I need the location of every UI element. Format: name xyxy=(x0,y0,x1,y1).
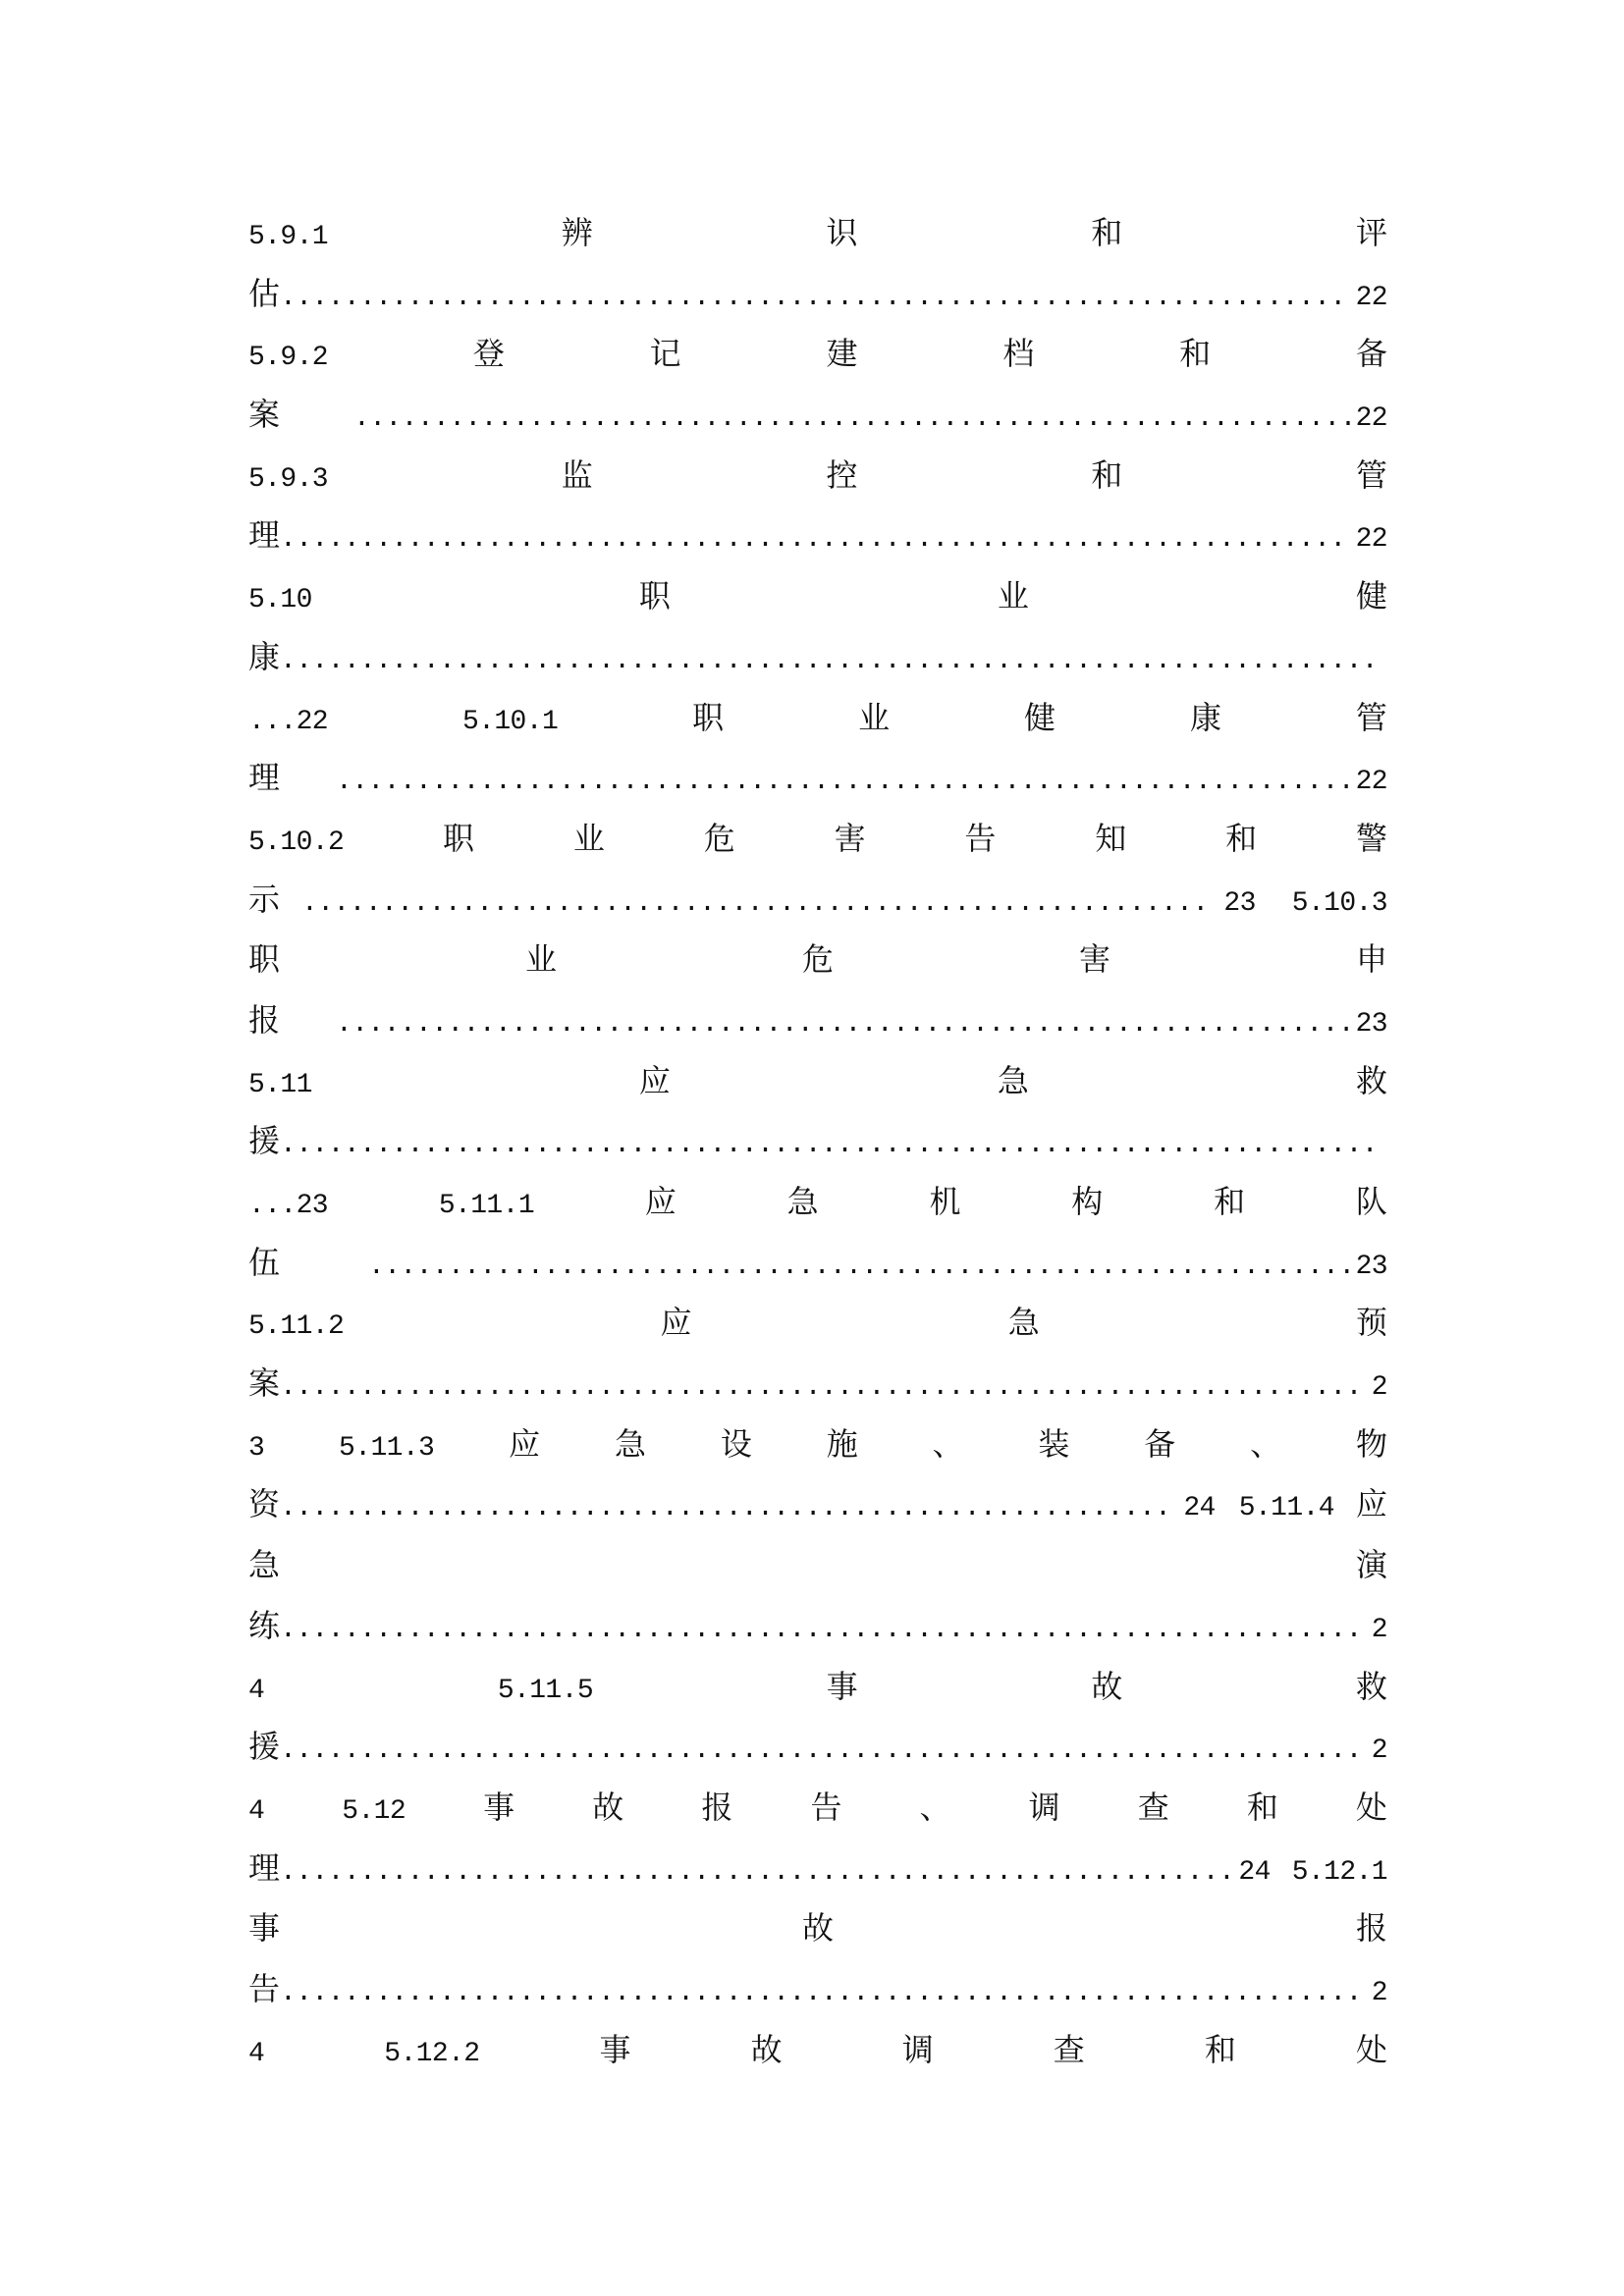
dot-leader: ......................................................... xyxy=(301,887,1209,919)
title-char: 应 xyxy=(660,1304,692,1342)
title-char: 和 xyxy=(1246,1788,1278,1826)
toc-line xyxy=(248,1172,1387,1233)
title-char: 练 xyxy=(248,1606,281,1644)
section-number: 5.12.1 xyxy=(1291,1856,1387,1888)
title-char: 估 xyxy=(248,274,281,312)
title-char: 健 xyxy=(1355,577,1387,615)
title-char: 急 xyxy=(997,1061,1029,1099)
page-number: 2 xyxy=(1371,1735,1387,1767)
title-char: 示 xyxy=(248,880,281,918)
title-char: 故 xyxy=(592,1788,624,1826)
page-number: 2 xyxy=(1371,1372,1387,1404)
title-char: 康 xyxy=(248,637,281,675)
title-char: 健 xyxy=(1024,698,1056,736)
title-char: 知 xyxy=(1095,819,1127,857)
title-char: 案 xyxy=(248,396,281,434)
title-char: 监 xyxy=(561,455,593,494)
title-char: 业 xyxy=(997,577,1029,615)
title-char: 和 xyxy=(1179,335,1212,373)
title-char: 职 xyxy=(638,577,671,615)
title-char: 报 xyxy=(248,1000,281,1039)
dot-leader: .............................................................. xyxy=(368,1251,1355,1282)
title-char: 设 xyxy=(720,1424,752,1463)
title-char: 救 xyxy=(1355,1667,1387,1705)
dot-leader: ................................................................... xyxy=(280,524,1346,556)
section-number: 5.10.2 xyxy=(248,827,345,858)
title-char: 、 xyxy=(1250,1424,1282,1463)
title-char: 危 xyxy=(801,940,834,979)
title-char: 事 xyxy=(826,1667,858,1705)
title-char: 职 xyxy=(692,698,725,736)
section-number: 5.9.1 xyxy=(248,222,329,252)
toc-line xyxy=(248,748,1387,809)
toc-line xyxy=(248,1233,1387,1294)
title-char: 急 xyxy=(786,1183,819,1220)
title-char: 构 xyxy=(1071,1183,1104,1220)
page-number: 2 xyxy=(1371,1977,1387,2008)
page-number: 24 xyxy=(1238,1856,1271,1888)
title-char: 和 xyxy=(1091,214,1123,251)
title-char: 、 xyxy=(932,1424,964,1463)
title-char: 查 xyxy=(1053,2030,1085,2068)
title-char: 和 xyxy=(1204,2030,1236,2068)
toc-line xyxy=(248,264,1387,325)
title-char: 急 xyxy=(614,1424,646,1463)
section-number: 5.9.3 xyxy=(248,463,329,495)
title-char: 队 xyxy=(1355,1183,1387,1220)
toc-line xyxy=(248,506,1387,566)
page-number: 22 xyxy=(1355,767,1387,798)
dot-leader: ............................................................ xyxy=(280,1856,1235,1888)
toc-line xyxy=(248,688,1387,749)
toc-line xyxy=(248,2020,1387,2081)
title-char: 物 xyxy=(1355,1424,1387,1463)
section-number: 5.11.2 xyxy=(248,1311,345,1343)
title-char: 登 xyxy=(472,335,505,373)
title-char: 预 xyxy=(1355,1304,1387,1342)
title-char: 调 xyxy=(901,2030,934,2068)
section-number: 5.10.1 xyxy=(461,706,559,737)
toc-line xyxy=(248,809,1387,870)
toc-line xyxy=(248,1839,1387,1899)
page-number: 24 xyxy=(1183,1493,1216,1524)
page-number: ...23 xyxy=(248,1191,329,1221)
title-char: 报 xyxy=(701,1788,733,1826)
title-char: 告 xyxy=(964,819,997,857)
title-char: 辨 xyxy=(561,214,593,251)
dot-leader: ............................................................... xyxy=(353,403,1356,435)
title-char: 危 xyxy=(703,819,735,857)
title-char: 康 xyxy=(1189,698,1221,736)
dot-leader: .................................................................... xyxy=(280,1735,1362,1767)
toc-line xyxy=(248,1354,1387,1415)
toc-line xyxy=(248,1535,1387,1596)
dot-leader: ..................................................................... xyxy=(280,645,1379,676)
title-char: 装 xyxy=(1038,1424,1070,1463)
toc-line xyxy=(248,1778,1387,1839)
title-char: 业 xyxy=(572,819,605,857)
section-number: 5.11.5 xyxy=(497,1675,594,1706)
title-char: 应 xyxy=(509,1424,541,1463)
title-char: 施 xyxy=(826,1424,858,1463)
dot-leader: ................................................................ xyxy=(336,1008,1354,1040)
dot-leader: .................................................................... xyxy=(280,1372,1362,1404)
toc-line xyxy=(248,1415,1387,1475)
toc-line xyxy=(248,1293,1387,1354)
section-number: 5.10.3 xyxy=(1291,887,1387,919)
toc-line xyxy=(248,385,1387,446)
section-number: 5.11.1 xyxy=(438,1191,535,1221)
title-char: 应 xyxy=(644,1183,677,1220)
page-number: 23 xyxy=(1223,887,1256,919)
dot-leader: ................................................................ xyxy=(336,767,1354,798)
title-char: 应 xyxy=(1355,1485,1387,1523)
title-char: 事 xyxy=(248,1909,281,1948)
title-char: 和 xyxy=(1225,819,1258,857)
title-char: 告 xyxy=(248,1969,281,2007)
title-char: 理 xyxy=(248,759,281,797)
title-char: 案 xyxy=(248,1364,281,1403)
toc-line xyxy=(248,566,1387,627)
title-char: 管 xyxy=(1355,698,1387,736)
section-number: 5.12.2 xyxy=(384,2038,480,2069)
dot-leader: ..................................................................... xyxy=(280,1130,1379,1161)
title-char: 建 xyxy=(826,335,858,373)
toc-line xyxy=(248,1898,1387,1959)
title-char: 援 xyxy=(248,1728,281,1766)
toc-line xyxy=(248,1111,1387,1172)
title-char: 机 xyxy=(929,1183,961,1220)
toc-line xyxy=(248,203,1387,264)
title-char: 处 xyxy=(1355,1788,1387,1826)
title-char: 故 xyxy=(750,2030,783,2068)
page-number: 23 xyxy=(1355,1008,1387,1040)
section-number: 5.11 xyxy=(248,1069,312,1100)
title-char: 查 xyxy=(1137,1788,1169,1826)
title-char: 管 xyxy=(1355,455,1387,494)
toc-line xyxy=(248,1717,1387,1778)
title-char: 援 xyxy=(248,1122,281,1160)
page-number: 2 xyxy=(1371,1614,1387,1645)
title-char: 救 xyxy=(1355,1061,1387,1099)
title-char: 业 xyxy=(524,940,557,979)
title-char: 资 xyxy=(248,1485,281,1523)
title-char: 记 xyxy=(649,335,681,373)
toc-line xyxy=(248,1051,1387,1112)
title-char: 和 xyxy=(1214,1183,1246,1220)
section-number: 5.12 xyxy=(342,1795,406,1827)
toc-line xyxy=(248,930,1387,990)
title-char: 理 xyxy=(248,516,281,555)
page-number: 22 xyxy=(1355,524,1387,556)
dot-leader: ................................................................... xyxy=(280,282,1346,313)
title-char: 应 xyxy=(638,1061,671,1099)
dot-leader: ........................................................ xyxy=(280,1493,1171,1524)
title-char: 故 xyxy=(1091,1667,1123,1705)
title-char: 处 xyxy=(1355,2030,1387,2068)
page-number: 4 xyxy=(248,1675,265,1706)
title-char: 识 xyxy=(826,214,858,251)
toc-line xyxy=(248,870,1387,931)
title-char: 故 xyxy=(801,1909,834,1948)
title-char: 伍 xyxy=(248,1243,281,1281)
toc-line xyxy=(248,627,1387,688)
title-char: 、 xyxy=(919,1788,951,1826)
title-char: 事 xyxy=(599,2030,631,2068)
title-char: 控 xyxy=(826,455,858,494)
title-char: 理 xyxy=(248,1848,281,1887)
title-char: 备 xyxy=(1355,335,1387,373)
section-number: 5.9.2 xyxy=(248,343,329,374)
toc-line xyxy=(248,1474,1387,1535)
page-number: 22 xyxy=(1355,282,1387,313)
title-char: 告 xyxy=(810,1788,842,1826)
title-char: 档 xyxy=(1002,335,1035,373)
title-char: 调 xyxy=(1028,1788,1060,1826)
title-char: 职 xyxy=(443,819,475,857)
title-char: 警 xyxy=(1355,819,1387,857)
toc-line xyxy=(248,446,1387,507)
title-char: 业 xyxy=(858,698,891,736)
toc-line xyxy=(248,1596,1387,1657)
title-char: 害 xyxy=(834,819,866,857)
title-char: 事 xyxy=(483,1788,515,1826)
dot-leader: .................................................................... xyxy=(280,1614,1362,1645)
title-char: 害 xyxy=(1078,940,1110,979)
title-char: 和 xyxy=(1091,455,1123,494)
page-number: 22 xyxy=(1355,403,1387,435)
page-number: 4 xyxy=(248,1795,265,1827)
toc-line xyxy=(248,324,1387,385)
toc-line xyxy=(248,1959,1387,2020)
toc-line xyxy=(248,1657,1387,1718)
title-char: 报 xyxy=(1355,1909,1387,1948)
dot-leader: .................................................................... xyxy=(280,1977,1362,2008)
section-number: 5.11.4 xyxy=(1238,1493,1334,1524)
table-of-contents xyxy=(248,203,1387,2080)
title-char: 职 xyxy=(248,940,281,979)
title-char: 申 xyxy=(1355,940,1387,979)
page-number: 23 xyxy=(1355,1251,1387,1282)
title-char: 急 xyxy=(1007,1304,1040,1342)
title-char: 备 xyxy=(1144,1424,1176,1463)
section-number: 5.11.3 xyxy=(339,1432,435,1464)
section-number: 5.10 xyxy=(248,585,312,616)
title-char: 演 xyxy=(1355,1546,1387,1584)
toc-line xyxy=(248,990,1387,1051)
title-char: 评 xyxy=(1355,214,1387,251)
title-char: 急 xyxy=(248,1546,281,1584)
page-number: 4 xyxy=(248,2038,265,2069)
page-number: ...22 xyxy=(248,706,329,737)
page-number: 3 xyxy=(248,1432,265,1464)
